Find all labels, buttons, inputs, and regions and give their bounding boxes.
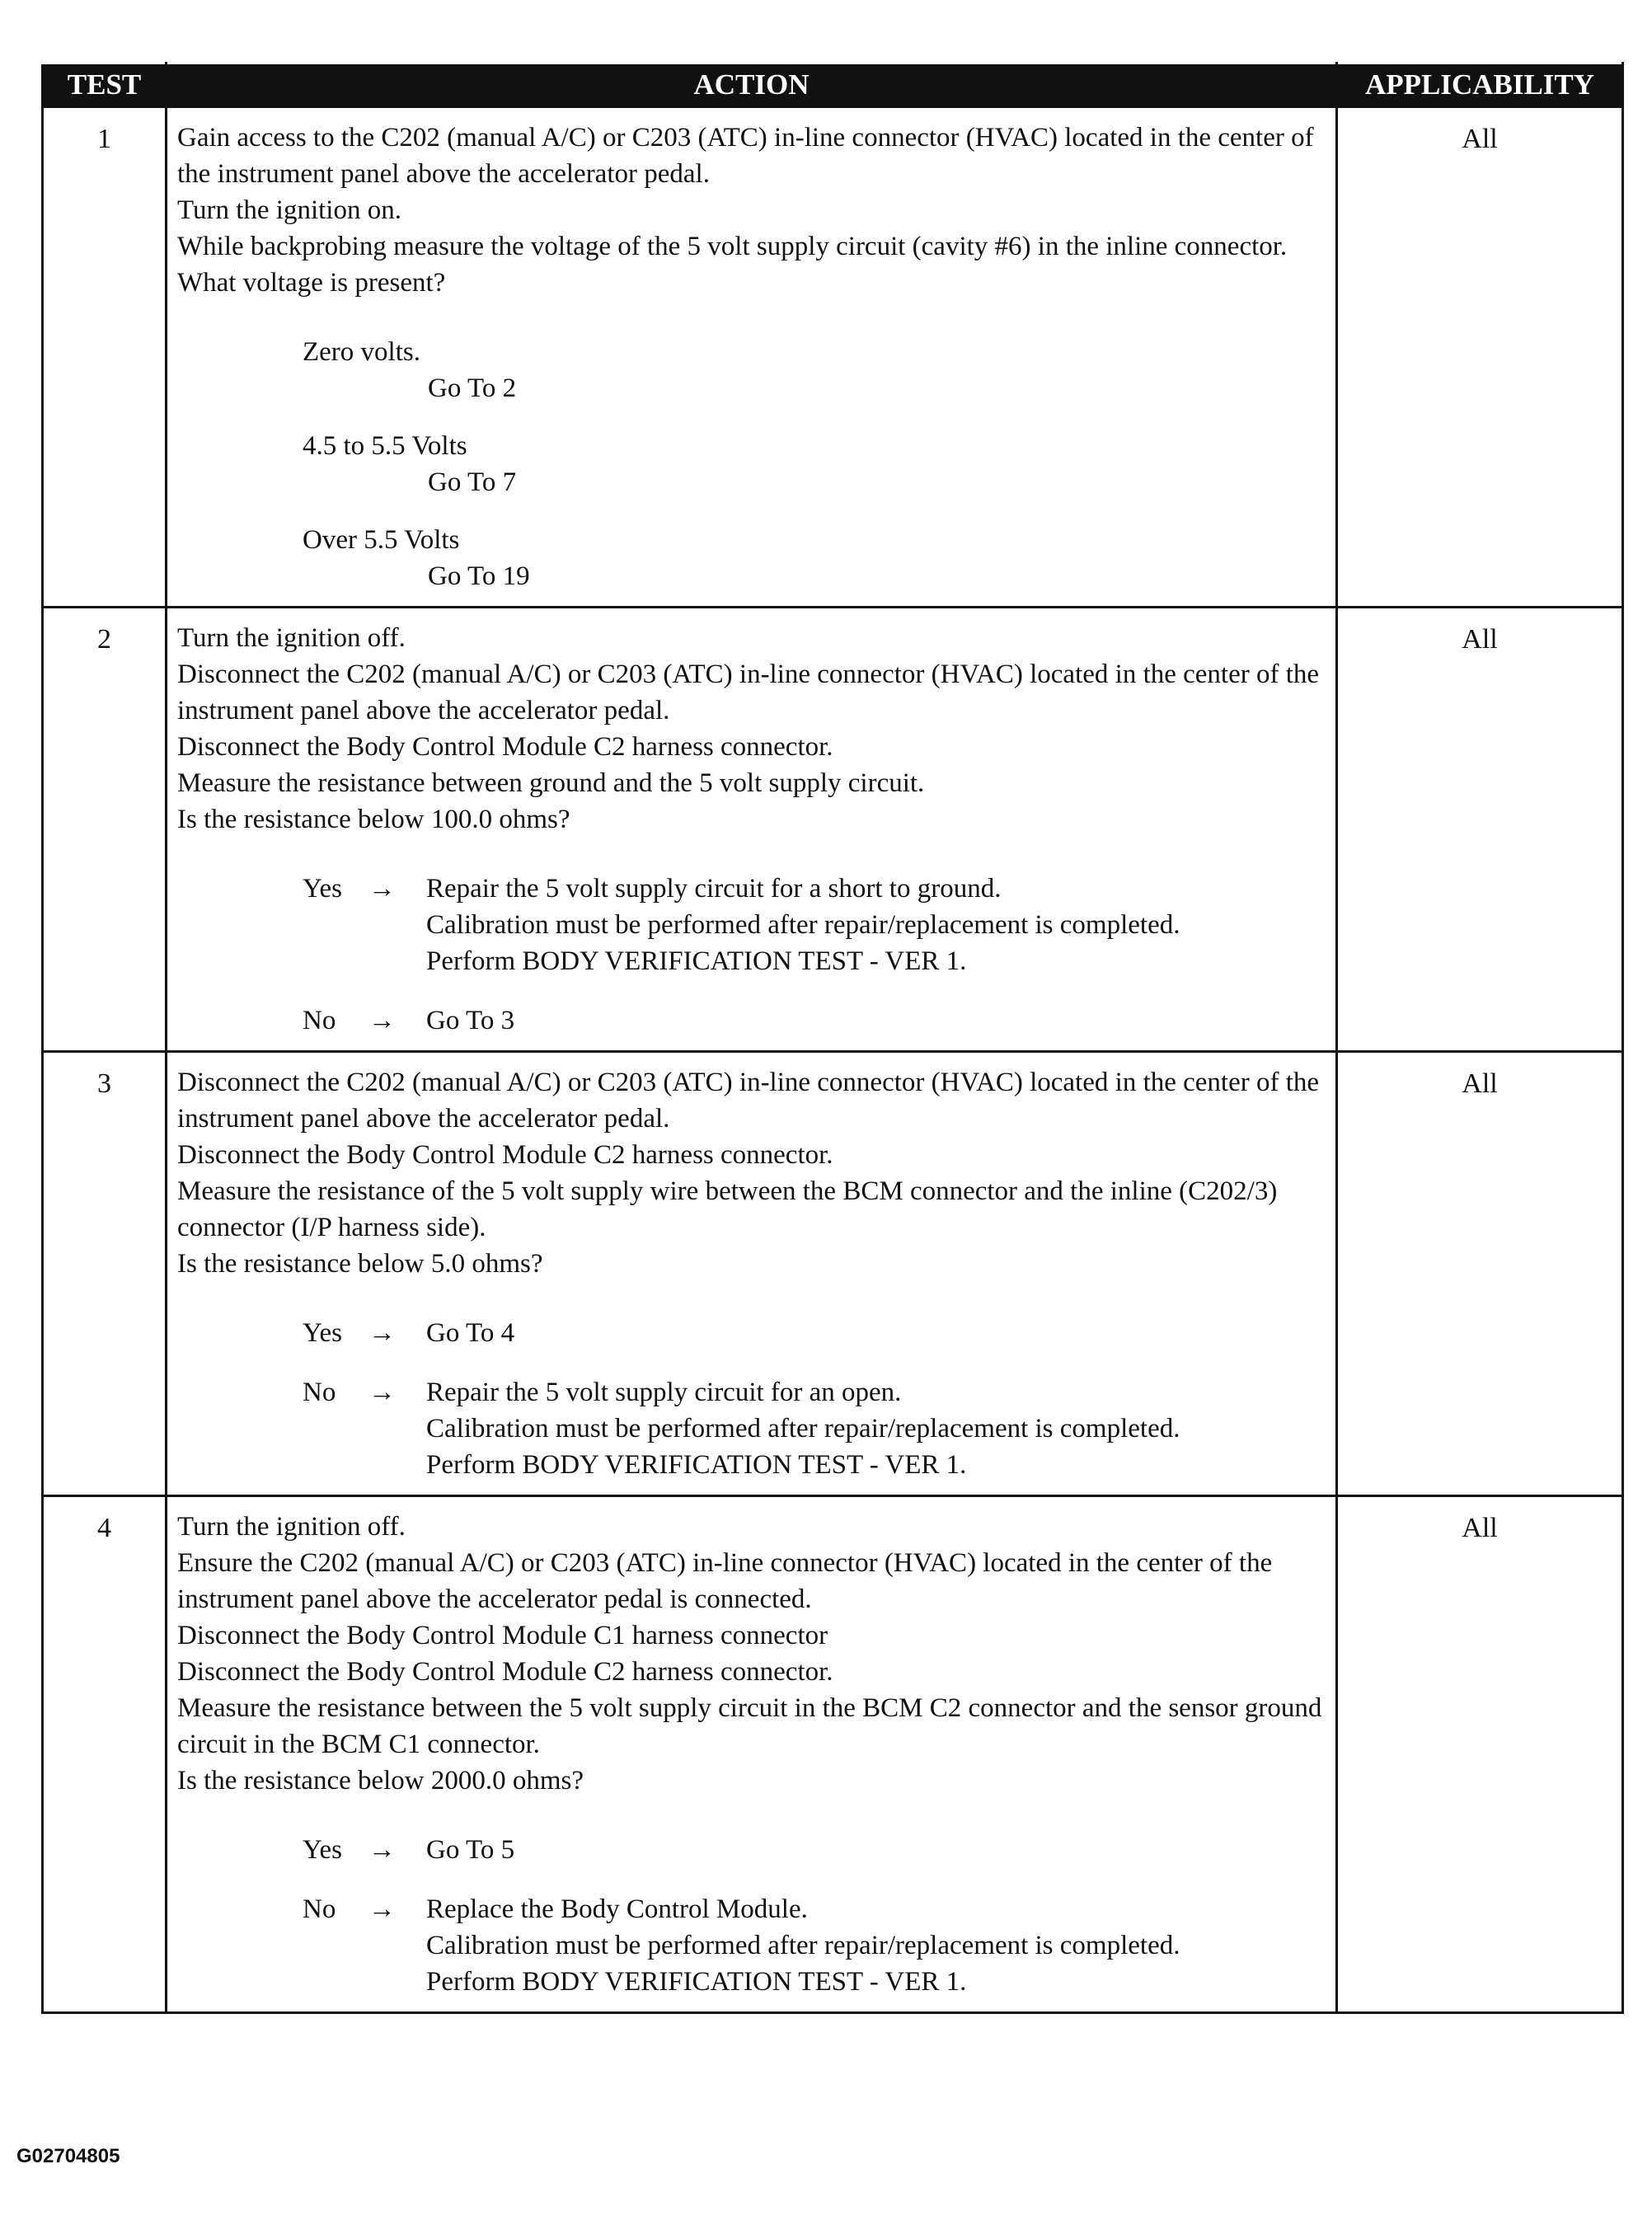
test-number: 3 <box>43 1052 167 1496</box>
answer-yes <box>303 1832 1327 1868</box>
right-arrow-icon: → <box>368 1378 396 1407</box>
answer-yes <box>303 871 1327 979</box>
action-step: Measure the resistance of the 5 volt supply wire between the BCM connector and the inline (C202/3) connector (I/P harness side). <box>177 1176 1278 1242</box>
answer-line: Calibration must be performed after repair/replacement is completed. <box>426 1414 1180 1443</box>
action-step: Disconnect the C202 (manual A/C) or C203 (ATC) in-line connector (HVAC) located in the center of the instrument panel above the accelerator pedal. <box>177 660 1320 725</box>
diagnostic-test-table <box>41 62 1624 2014</box>
answer-no <box>303 1891 1327 2000</box>
action-step: Turn the ignition on. <box>177 195 401 225</box>
answer-line: Perform BODY VERIFICATION TEST - VER 1. <box>426 1450 967 1480</box>
answer-key: Yes <box>303 874 343 904</box>
choice-goto: Go To 7 <box>428 467 517 497</box>
right-arrow-icon: → <box>368 1894 396 1924</box>
action-step: Ensure the C202 (manual A/C) or C203 (ATC) in-line connector (HVAC) located in the center of the instrument panel above the accelerator pedal is connected. <box>177 1548 1273 1614</box>
action-step: Disconnect the Body Control Module C2 harness connector. <box>177 1657 833 1687</box>
figure-code: G02704805 <box>16 2145 120 2167</box>
table-row <box>43 608 1623 1052</box>
answer-no <box>303 1002 1327 1039</box>
answer-line: Go To 4 <box>426 1318 515 1348</box>
action-step: Measure the resistance between ground and the 5 volt supply circuit. <box>177 768 925 798</box>
header-applicability: APPLICABILITY <box>1337 63 1623 107</box>
action-step: What voltage is present? <box>177 268 446 298</box>
header-test: TEST <box>43 63 167 107</box>
answer-line: Perform BODY VERIFICATION TEST - VER 1. <box>426 1967 967 1997</box>
answer-line: Go To 5 <box>426 1835 515 1865</box>
answer-line: Go To 3 <box>426 1006 515 1035</box>
choice-range: 4.5 to 5.5 Volts <box>303 431 467 461</box>
answer-key: No <box>303 1894 336 1924</box>
answer-body <box>426 1832 1327 1868</box>
action-step: Gain access to the C202 (manual A/C) or C203 (ATC) in-line connector (HVAC) located in the center of the instrument panel above the accelerator pedal. <box>177 123 1314 189</box>
right-arrow-icon: → <box>368 874 396 904</box>
action-step: Is the resistance below 100.0 ohms? <box>177 805 570 834</box>
action-step: Turn the ignition off. <box>177 623 406 653</box>
choice-range: Zero volts. <box>303 337 420 367</box>
applicability-cell: All <box>1337 608 1623 1052</box>
action-step: Is the resistance below 5.0 ohms? <box>177 1249 543 1279</box>
action-step: Turn the ignition off. <box>177 1512 406 1542</box>
voltage-choice <box>303 334 1327 406</box>
answer-line: Calibration must be performed after repair/replacement is completed. <box>426 910 1180 940</box>
applicability-cell: All <box>1337 107 1623 608</box>
right-arrow-icon: → <box>368 1318 396 1348</box>
action-cell <box>167 107 1337 608</box>
action-step: Measure the resistance between the 5 volt supply circuit in the BCM C2 connector and the sensor ground circuit in the BCM C1 connector. <box>177 1693 1322 1759</box>
answer-line: Repair the 5 volt supply circuit for a short to ground. <box>426 874 1002 904</box>
action-step: Disconnect the Body Control Module C2 harness connector. <box>177 1140 833 1170</box>
table-header-row <box>43 63 1623 107</box>
choice-range: Over 5.5 Volts <box>303 525 460 555</box>
answer-body <box>426 1315 1327 1351</box>
diagnostic-test-table-container <box>41 62 1621 2128</box>
answer-yes <box>303 1315 1327 1351</box>
action-step: Disconnect the Body Control Module C1 harness connector <box>177 1621 828 1650</box>
header-action: ACTION <box>167 63 1337 107</box>
action-cell <box>167 1052 1337 1496</box>
action-step: Disconnect the Body Control Module C2 harness connector. <box>177 732 833 762</box>
answer-body <box>426 1002 1327 1039</box>
applicability-cell: All <box>1337 1496 1623 2013</box>
answer-key: No <box>303 1378 336 1407</box>
action-cell <box>167 608 1337 1052</box>
test-number: 4 <box>43 1496 167 2013</box>
action-step: Disconnect the C202 (manual A/C) or C203 (ATC) in-line connector (HVAC) located in the center of the instrument panel above the accelerator pedal. <box>177 1068 1320 1134</box>
test-number: 1 <box>43 107 167 608</box>
table-row <box>43 1496 1623 2013</box>
answer-key: Yes <box>303 1835 343 1865</box>
answer-no <box>303 1374 1327 1483</box>
answer-key: Yes <box>303 1318 343 1348</box>
voltage-choice <box>303 428 1327 500</box>
choice-goto: Go To 2 <box>428 373 517 403</box>
answer-line: Calibration must be performed after repair/replacement is completed. <box>426 1931 1180 1960</box>
voltage-choice <box>303 522 1327 594</box>
applicability-cell: All <box>1337 1052 1623 1496</box>
test-number: 2 <box>43 608 167 1052</box>
right-arrow-icon: → <box>368 1006 396 1035</box>
table-row <box>43 1052 1623 1496</box>
action-step: Is the resistance below 2000.0 ohms? <box>177 1766 584 1795</box>
answer-body <box>426 1374 1327 1483</box>
answer-key: No <box>303 1006 336 1035</box>
answer-body <box>426 871 1327 979</box>
answer-line: Perform BODY VERIFICATION TEST - VER 1. <box>426 946 967 976</box>
answer-line: Repair the 5 volt supply circuit for an open. <box>426 1378 902 1407</box>
right-arrow-icon: → <box>368 1835 396 1865</box>
action-step: While backprobing measure the voltage of the 5 volt supply circuit (cavity #6) in the inline connector. <box>177 232 1288 261</box>
answer-line: Replace the Body Control Module. <box>426 1894 808 1924</box>
action-cell <box>167 1496 1337 2013</box>
choice-goto: Go To 19 <box>428 561 530 591</box>
answer-body <box>426 1891 1327 2000</box>
table-row <box>43 107 1623 608</box>
